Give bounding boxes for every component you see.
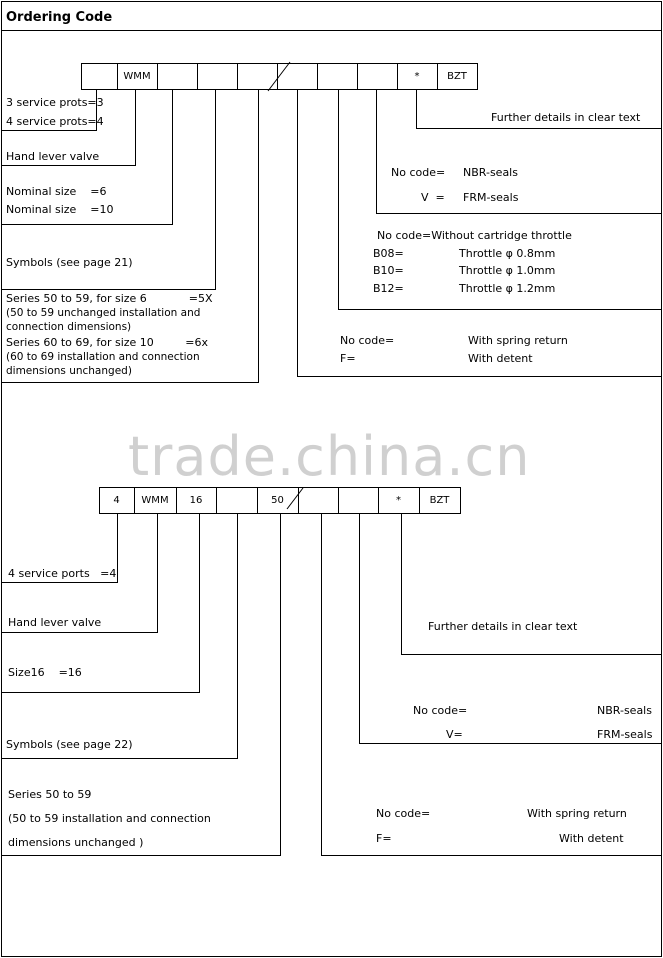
code1-ports-4: 4 service prots=4 — [6, 115, 104, 128]
code2-cell-4 — [216, 487, 257, 513]
code2-seal-nbr: NBR-seals — [597, 704, 652, 717]
code2-return-spring: With spring return — [527, 807, 627, 820]
code1-throttle-08: Throttle φ 0.8mm — [459, 247, 556, 260]
code1-cell-5 — [237, 63, 277, 89]
code1-cell-3 — [157, 63, 197, 89]
code1-series-a: Series 50 to 59, for size 6 =5X — [6, 292, 213, 305]
code2-series: Series 50 to 59 — [8, 788, 92, 801]
code1-cell-10: BZT — [447, 70, 467, 82]
code1-ports-3: 3 service prots=3 — [6, 96, 104, 109]
code2-further: Further details in clear text — [428, 620, 578, 633]
code2-ports: 4 service ports =4 — [8, 567, 117, 580]
code1-further: Further details in clear text — [491, 111, 641, 124]
code1-cell-4 — [197, 63, 237, 89]
code2-cell-1: 4 — [113, 494, 120, 506]
code1-throttle-b08: B08= — [373, 247, 404, 260]
code1-seal-nbr: NBR-seals — [463, 166, 518, 179]
code2-cell-5: 50 — [271, 494, 284, 506]
code2-series-note-1: (50 to 59 installation and connection — [8, 812, 211, 825]
code1-throttle-10: Throttle φ 1.0mm — [459, 264, 556, 277]
code2-series-note-2: dimensions unchanged ) — [8, 836, 144, 849]
page-title: Ordering Code — [6, 10, 113, 25]
code2-symbols: Symbols (see page 22) — [6, 738, 133, 751]
code1-return-detent: With detent — [468, 352, 533, 365]
code2-size: Size16 =16 — [8, 666, 82, 679]
code2-cell-7 — [338, 487, 378, 513]
code2-return-nocode: No code= — [376, 807, 431, 820]
code1-return-spring: With spring return — [468, 334, 568, 347]
code2-return-f: F= — [376, 832, 392, 845]
code2-cell-3: 16 — [189, 494, 203, 506]
code1-nominal-6: Nominal size =6 — [6, 185, 107, 198]
code1-cell-2: WMM — [123, 70, 151, 82]
code1-seal-frm: FRM-seals — [463, 191, 519, 204]
code2-cell-8: * — [396, 494, 401, 506]
code1-nominal-10: Nominal size =10 — [6, 203, 114, 216]
code2-seal-frm: FRM-seals — [597, 728, 653, 741]
code1-series-b-note: (60 to 69 installation and connection dimensions unchanged) — [6, 351, 200, 377]
code1-throttle-12: Throttle φ 1.2mm — [459, 282, 556, 295]
code1-series-a-note: (50 to 59 unchanged installation and connection dimensions) — [6, 307, 201, 333]
code1-seal-v: V = — [421, 191, 445, 204]
code1-cell-1 — [81, 63, 117, 89]
code1-seal-nocode: No code= — [391, 166, 446, 179]
code1-cell-8 — [357, 63, 397, 89]
code1-cell-9: * — [414, 70, 420, 82]
code2-cell-2: WMM — [141, 494, 169, 506]
code2-hand-lever: Hand lever valve — [8, 616, 102, 629]
code1-cell-6 — [277, 63, 317, 89]
code2-seal-nocode: No code= — [413, 704, 468, 717]
code1-throttle-b12: B12= — [373, 282, 404, 295]
code1-hand-lever: Hand lever valve — [6, 150, 100, 163]
code2-seal-v: V= — [446, 728, 463, 741]
watermark: trade.china.cn — [128, 425, 531, 488]
code2-return-detent: With detent — [559, 832, 624, 845]
code1-series-b: Series 60 to 69, for size 10 =6x — [6, 336, 208, 349]
code1-throttle-nocode: No code=Without cartridge throttle — [377, 229, 572, 242]
code1-cell-7 — [317, 63, 357, 89]
code1-throttle-b10: B10= — [373, 264, 404, 277]
code2-cell-9: BZT — [429, 494, 450, 506]
code1-return-nocode: No code= — [340, 334, 395, 347]
code1-symbols: Symbols (see page 21) — [6, 256, 133, 269]
code2-cell-6 — [298, 487, 338, 513]
code1-return-f: F= — [340, 352, 356, 365]
